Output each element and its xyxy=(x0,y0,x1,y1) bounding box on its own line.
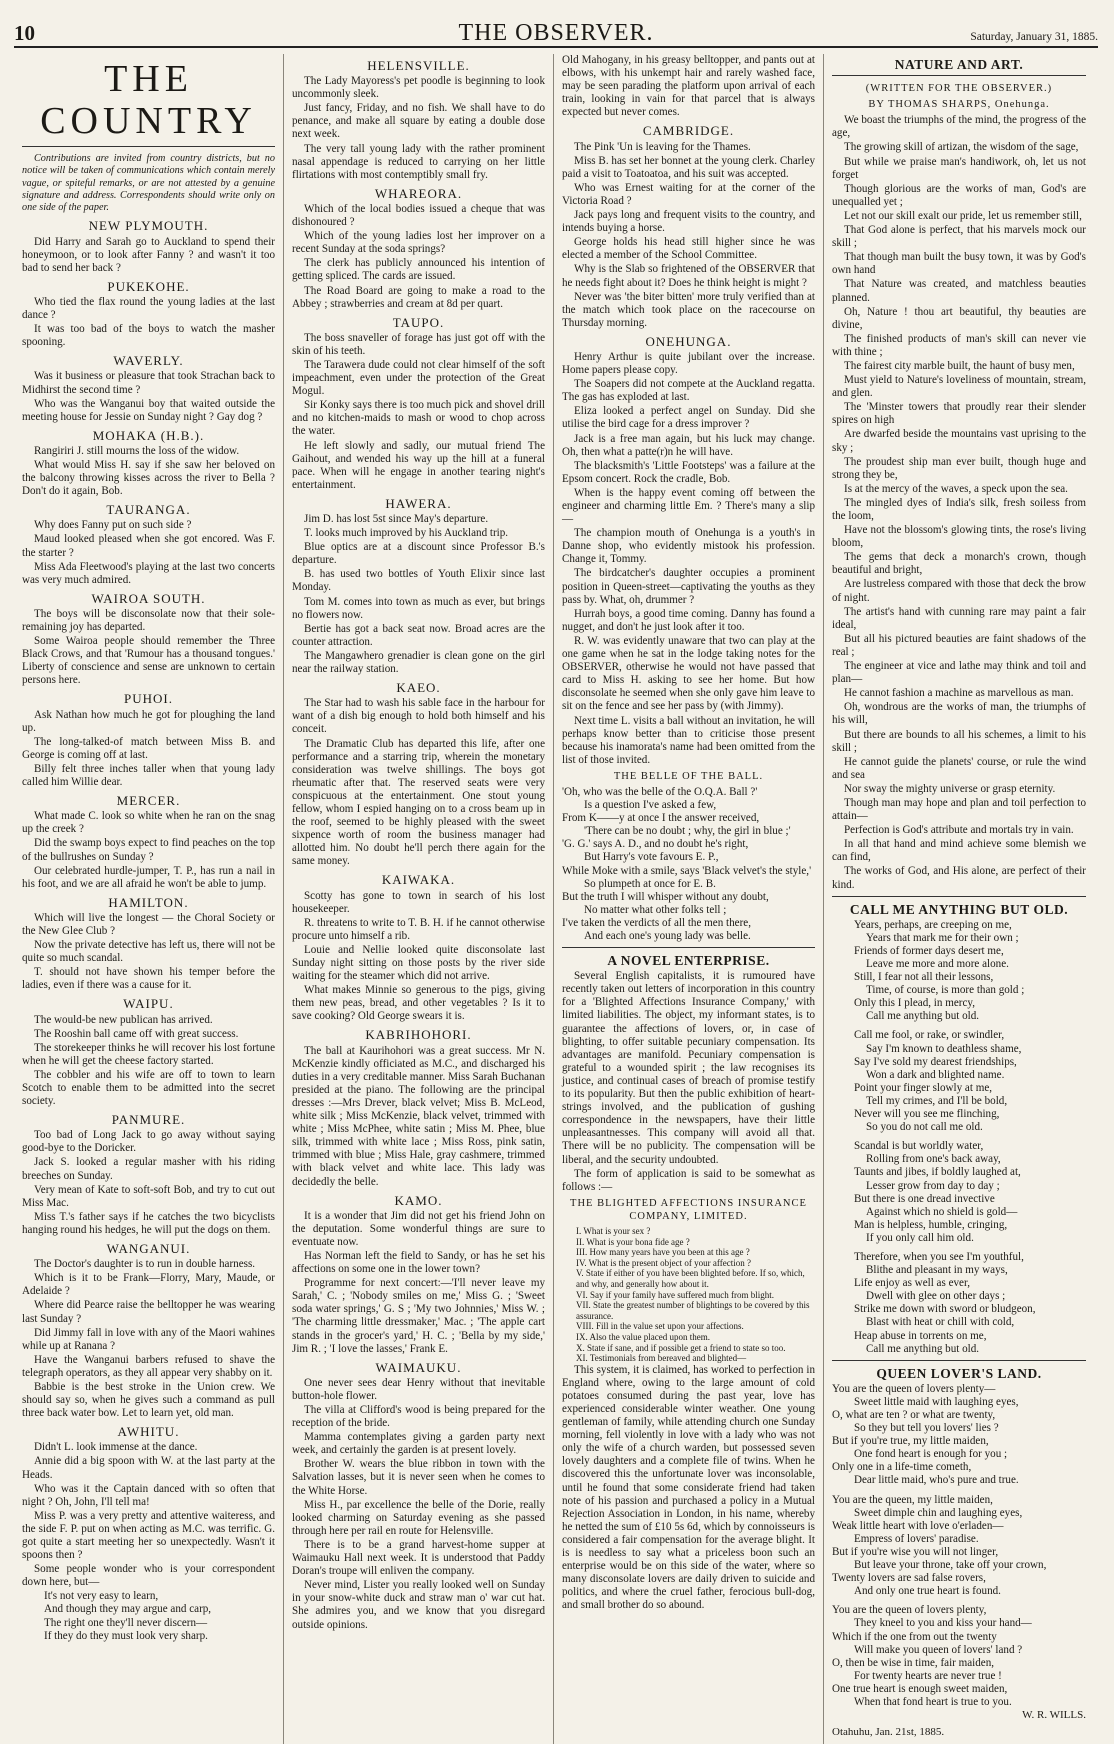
paragraph: Miss H., par excellence the belle of the Dorie, really looked charming on Saturday evening as she passed through here per rail en route for Helensville. xyxy=(292,1498,545,1537)
question-item: VI. Say if your family have suffered much from blight. xyxy=(576,1289,775,1300)
question-item: X. State if sane, and if possible get a friend to state so too. xyxy=(576,1342,786,1353)
verse-line: One fond heart is enough for you ; xyxy=(854,1448,1008,1461)
paragraph: The Soapers did not compete at the Auckland regatta. The gas has exploded at last. xyxy=(562,378,815,404)
paragraph: Rangiriri J. still mourns the loss of the widow. xyxy=(34,444,240,457)
paragraph: When is the happy event coming off between the engineer and charming little Em. ? There's many a slip— xyxy=(562,486,815,526)
verse-line: Though glorious are the works of man, God's are unequalled yet ; xyxy=(832,182,1086,208)
verse-line: No matter what other folks tell ; xyxy=(584,903,727,916)
question-item: I. What is your sex ? xyxy=(576,1225,651,1236)
verse-line: While Moke with a smile, says 'Black velvet's the style,' xyxy=(562,864,812,877)
form-title: THE BLIGHTED AFFECTIONS INSURANCE COMPANY, LIMITED. xyxy=(570,1197,807,1222)
intro-note: Contributions are invited from country districts, but no notice will be taken of communications which contain merely vague, or spiteful remarks, or are not attested by a genuine signature and address. Correspondents should write only on one side of the paper. xyxy=(22,153,275,214)
paragraph: The champion mouth of Onehunga is a youth's in Danne shop, who evidently mistook his profession. Change it, Tommy. xyxy=(562,527,815,566)
section-heading: NEW PLYMOUTH. xyxy=(88,218,209,234)
paragraph: Sir Konky says there is too much pick and shovel drill and no kitchen-maids to mash or wood to chop across the water. xyxy=(292,399,545,438)
verse-line: Only this I plead, in mercy, xyxy=(854,997,975,1010)
section-heading: HAMILTON. xyxy=(108,894,189,910)
verse-line: The finished products of man's skill can never vie with thine ; xyxy=(832,332,1086,358)
paragraph: The ball at Kaurihohori was a great success. Mr N. McKenzie kindly officiated as M.C., and discharged his duties in a very creditable manner. Miss Sarah Buchanan presided at the piano. The following are the principal dresses :—Mrs Drever, black velvet; Miss B. McLeod, white silk ; Miss McKenzie, black velvet, trimmed with white ; Miss McPhee, white satin ; Miss M. Phee, blue silk, trimmed with white lace ; Miss Ross, pink satin, trimmed with blue ; Miss Hale, gray cashmere, trimmed with black velvet and white lace. This lady was decidedly the belle. xyxy=(292,1044,545,1188)
paragraph: The Star had to wash his sable face in the harbour for want of a dish big enough to hold both himself and his conceit. xyxy=(292,697,545,736)
verse-line: Say I've sold my dearest friendships, xyxy=(854,1055,1017,1068)
verse-line: That though man built the busy town, it was by God's own hand xyxy=(832,251,1086,277)
paragraph: Which is it to be Frank—Florry, Mary, Maude, or Adelaide ? xyxy=(22,1272,275,1298)
poem-title: NATURE AND ART. xyxy=(894,57,1024,72)
verse-line: Rolling from one's back away, xyxy=(866,1153,1001,1166)
verse-line: The engineer at vice and lathe may think and toil and plan— xyxy=(832,660,1086,686)
paragraph: The birdcatcher's daughter occupies a prominent position in Queen-street—captivating the youths as they pass by. What, oh, drummer ? xyxy=(562,567,815,606)
verse-line: The growing skill of artizan, the wisdom of the sage, xyxy=(844,141,1079,154)
verse-line: They kneel to you and kiss your hand— xyxy=(854,1617,1032,1630)
section-heading: KABRIHOHORI. xyxy=(365,1027,472,1043)
paragraph: It is a wonder that Jim did not get his friend John on the deputation. Some wonderful things are sure to eventuate now. xyxy=(292,1209,545,1248)
verse-line: And though they may argue and carp, xyxy=(44,1603,212,1616)
paragraph: The Mangawhero grenadier is clean gone on the girl near the railway station. xyxy=(292,649,545,676)
paragraph: Mamma contemplates giving a garden party next week, and certainly the garden is at present lovely. xyxy=(292,1431,545,1457)
verse-line: Call me anything but old. xyxy=(866,1342,980,1355)
section-heading: TAURANGA. xyxy=(106,502,191,518)
paragraph: The Tarawera dude could not clear himself of the soft impeachment, even under the protection of the Great Mogul. xyxy=(292,358,545,398)
verse-line: Call me anything but old. xyxy=(866,1010,980,1023)
verse-line: From K——y at once I the answer received, xyxy=(562,812,760,825)
verse-line: 'G. G.' says A. D., and no doubt he's right, xyxy=(562,838,749,851)
column-1 xyxy=(14,54,284,1744)
poem-title: CALL ME ANYTHING BUT OLD. xyxy=(849,901,1069,917)
verse-line: That God alone is perfect, that his marvels mock our skill ; xyxy=(832,224,1086,250)
paragraph: Who was it the Captain danced with so often that night ? Oh, John, I'll tell ma! xyxy=(22,1482,275,1508)
verse-line: That Nature was created, and matchless beauties planned. xyxy=(832,278,1086,304)
verse-line: But if you're true, my little maiden, xyxy=(832,1435,989,1448)
paragraph: Louie and Nellie looked quite disconsolate last Sunday night sitting on those posts by the river side waiting for the steamer which did not arrive. xyxy=(292,943,545,983)
paragraph: Now the private detective has left us, there will not be quite so much scandal. xyxy=(22,939,275,965)
verse-line: Is at the mercy of the waves, a speck upon the sea. xyxy=(844,482,1068,495)
column-3 xyxy=(554,54,824,1744)
poem-title: QUEEN LOVER'S LAND. xyxy=(876,1365,1042,1381)
section-heading: WANGANUI. xyxy=(106,1241,191,1257)
paragraph: Programme for next concert:—'I'll never leave my Sarah,' C. ; 'Nobody smiles on me,' Miss G. ; 'Sweet soda water springs,' G. S ; 'My two Johnnies,' Miss W. ; 'The charming little dressmaker,' Mac. ; 'The apple cart stands in the grocer's yard,' H. C. ; 'Bella by my side,' Jim R. ; 'I love the lasses,' Frank E. xyxy=(292,1277,545,1355)
verse-line: Strike me down with sword or bludgeon, xyxy=(854,1303,1036,1316)
article-heading: A NOVEL ENTERPRISE. xyxy=(607,953,770,969)
paragraph: The Dramatic Club has departed this life, after one performance and a starring trip, wherein the monetary consideration was twelve shillings. The boys got rheumatic after that. The reserved seats were very conspicuous at the entertainment. One stout young fellow, whom I espied hanging on to a cross beam up in the roof, seemed to be highly pleased with the sweet sixpence worth of room the business manager had allotted him. No doubt he'll perch there again for the same money. xyxy=(292,737,545,868)
paragraph: Annie did a big spoon with W. at the last party at the Heads. xyxy=(22,1455,275,1481)
paragraph: Blue optics are at a discount since Professor B.'s departure. xyxy=(292,541,545,567)
paragraph: The Lady Mayoress's pet poodle is beginning to look uncommonly sleek. xyxy=(292,75,545,101)
paragraph: Ask Nathan how much he got for ploughing the land up. xyxy=(22,708,275,734)
verse-line: Must yield to Nature's loveliness of mountain, stream, and glen. xyxy=(832,374,1086,400)
verse xyxy=(22,1590,275,1642)
question-item: IX. Also the value placed upon them. xyxy=(576,1331,710,1342)
verse-line: Are lustreless compared with those that deck the brow of night. xyxy=(832,578,1086,604)
verse-line: Twenty lovers are sad false rovers, xyxy=(832,1572,986,1585)
verse-line: Never will you see me flinching, xyxy=(854,1108,1000,1121)
verse-line: But Harry's vote favours E. P., xyxy=(584,851,719,864)
divider xyxy=(562,947,815,948)
verse-line: The 'Minster towers that proudly rear their slender spires on high xyxy=(832,401,1086,427)
paragraph: The Road Board are going to make a road to the Abbey ; strawberries and cream at 8d per quart. xyxy=(292,284,545,310)
verse-line: You are the queen of lovers plenty— xyxy=(832,1382,996,1395)
section-heading: HELENSVILLE. xyxy=(367,58,470,73)
verse-line: Sweet little maid with laughing eyes, xyxy=(854,1395,1019,1408)
verse-line: Are dwarfed beside the mountains vast uprising to the sky ; xyxy=(832,428,1086,454)
verse-line: Perfection is God's attribute and mortals try in vain. xyxy=(844,824,1074,837)
section-heading: WAIMAUKU. xyxy=(375,1359,462,1375)
paragraph: Jack is a free man again, but his luck may change. Oh, then what a patte(r)n he will have. xyxy=(562,432,815,458)
verse-line: Weak little heart with love o'erladen— xyxy=(832,1519,1004,1532)
paragraph: Which of the local bodies issued a cheque that was dishonoured ? xyxy=(292,202,545,229)
section-heading: MOHAKA (H.B.). xyxy=(92,427,205,443)
verse-line: You are the queen, my little maiden, xyxy=(832,1493,993,1506)
paragraph: Scotty has gone to town in search of his lost housekeeper. xyxy=(292,889,545,915)
poem-nature-and-art xyxy=(832,114,1086,891)
verse-line: The proudest ship man ever built, though huge and strong they be, xyxy=(832,455,1086,481)
paragraph: Who was Ernest waiting for at the corner of the Victoria Road ? xyxy=(562,181,815,207)
poem-queen-lovers-land xyxy=(832,1383,1086,1709)
verse-line: We boast the triumphs of the mind, the progress of the age, xyxy=(832,114,1086,140)
verse-line: Call me fool, or rake, or swindler, xyxy=(854,1029,1005,1042)
verse-line: And only one true heart is found. xyxy=(854,1585,1001,1598)
section-heading: PUHOI. xyxy=(124,691,173,707)
paragraph: Bertie has got a back seat now. Broad acres are the counter attraction. xyxy=(292,622,545,648)
paragraph: Did the swamp boys expect to find peaches on the top of the bullrushes on Sunday ? xyxy=(22,837,275,863)
verse-line: Oh, Nature ! thou art beautiful, thy beauties are divine, xyxy=(832,305,1086,331)
verse-line: Dear little maid, who's pure and true. xyxy=(854,1474,1019,1487)
paragraph: The very tall young lady with the rather prominent nasal appendage is reduced to carrying on her little flirtations with most contemptibly small fry. xyxy=(292,142,545,181)
paragraph: Did Harry and Sarah go to Auckland to spend their honeymoon, or to look after Fanny ? and wasn't it too bad to send her back ? xyxy=(22,235,275,274)
paragraph: Some Wairoa people should remember the Three Black Crows, and that 'Rumour has a thousand tongues.' Liberty of conscience and sense are unknown to certain persons here. xyxy=(22,635,275,687)
verse-line: Against which no shield is gold— xyxy=(866,1205,1018,1218)
page-number: 10 xyxy=(14,21,35,45)
verse-line: Let not our skill exalt our pride, let us remember still, xyxy=(844,209,1082,222)
verse-line: Years that mark me for their own ; xyxy=(866,931,1019,944)
section-heading: MERCER. xyxy=(116,793,181,809)
paragraph: The cobbler and his wife are off to town to learn Scotch to enable them to be admitted into the secret society. xyxy=(22,1068,275,1108)
paragraph: Just fancy, Friday, and no fish. We shall have to do penance, and make all square by eating a double dose next week. xyxy=(292,102,545,141)
verse-line: Years, perhaps, are creeping on me, xyxy=(854,918,1012,931)
verse-line: If you only call him old. xyxy=(866,1231,974,1244)
section-heading: TAUPO. xyxy=(392,314,445,330)
verse-line: Heap abuse in torrents on me, xyxy=(854,1329,987,1342)
verse-line: Still, I fear not all their lessons, xyxy=(854,971,994,984)
verse-line: But while we praise man's handiwork, oh, let us not forget xyxy=(832,155,1086,181)
divider xyxy=(22,146,275,147)
verse-line: So you do not call me old. xyxy=(866,1121,983,1134)
poem-author: BY THOMAS SHARPS, Onehunga. xyxy=(868,99,1050,111)
verse-line: The fairest city marble built, the haunt of busy men, xyxy=(844,359,1075,372)
verse-line: But if you're wise you will not linger, xyxy=(832,1545,999,1558)
paragraph: The clerk has publicly announced his intention of getting spliced. The cards are issued. xyxy=(292,257,545,283)
verse-line: But there is one dread invective xyxy=(854,1192,995,1205)
verse-line: I've taken the verdicts of all the men there, xyxy=(562,916,751,929)
columns xyxy=(14,54,1098,1744)
verse-line: Blast with heat or chill with cold, xyxy=(866,1316,1015,1329)
paragraph: Never was 'the biter bitten' more truly verified than at the match which took place on the racecourse on Thursday morning. xyxy=(562,290,815,329)
verse-line: Have not the blossom's glowing tints, the rose's living bloom, xyxy=(832,524,1086,550)
paragraph: Very mean of Kate to soft-soft Bob, and try to cut out Miss Mac. xyxy=(22,1183,275,1209)
paragraph: One never sees dear Henry without that inevitable button-hole flower. xyxy=(292,1376,545,1402)
section-heading: KAMO. xyxy=(394,1192,443,1208)
verse-line: But the truth I will whisper without any doubt, xyxy=(562,890,769,903)
paragraph: Miss T.'s father says if he catches the two bicyclists hanging round his hedges, he will put the dogs on them. xyxy=(22,1210,275,1236)
paragraph: George holds his head still higher since he was elected a member of the School Committee. xyxy=(562,236,815,262)
verse-line: So plumpeth at once for E. B. xyxy=(584,877,716,890)
paragraph: Jack S. looked a regular masher with his riding breeches on Sunday. xyxy=(22,1156,275,1182)
paragraph: Our celebrated hurdle-jumper, T. P., has run a nail in his foot, and we are all afraid he won't be able to jump. xyxy=(22,864,275,890)
paragraph: Who tied the flax round the young ladies at the last dance ? xyxy=(22,295,275,322)
verse-line: Taunts and jibes, if boldly laughed at, xyxy=(854,1166,1021,1179)
paragraph: Who was the Wanganui boy that waited outside the meeting house for Jessie on Sunday night ? Gay dog ? xyxy=(22,397,275,423)
paragraph: The long-talked-of match between Miss B. and George is coming off at last. xyxy=(22,735,275,761)
section-heading: WAVERLY. xyxy=(113,353,184,369)
paragraph: The blacksmith's 'Little Footsteps' was a failure at the Epsom concert. Rock the cradle, Bob. xyxy=(562,459,815,485)
question-item: III. How many years have you been at this age ? xyxy=(576,1247,750,1258)
verse-line: One true heart is enough sweet maiden, xyxy=(832,1682,1008,1695)
verse-line: 'There can be no doubt ; why, the girl in blue ;' xyxy=(584,825,791,838)
verse-line: O, what are ten ? or what are twenty, xyxy=(832,1409,996,1421)
paragraph: Which of the young ladies lost her improver on a recent Sunday at the soda springs? xyxy=(292,230,545,256)
section-heading: AWHITU. xyxy=(117,1424,180,1440)
poem-subtitle: (WRITTEN FOR THE OBSERVER.) xyxy=(865,83,1053,95)
paragraph: Was it business or pleasure that took Strachan back to Midhirst the second time ? xyxy=(22,370,275,396)
newspaper-title: THE OBSERVER. xyxy=(458,20,654,46)
verse-line: The artist's hand with cunning rare may paint a fair ideal, xyxy=(832,605,1086,631)
paragraph: The storekeeper thinks he will recover his lost fortune when he will get the cheese factory started. xyxy=(22,1041,275,1067)
paragraph: Did Jimmy fall in love with any of the Maori wahines while up at Ranana ? xyxy=(22,1326,275,1352)
poem-place-date: Otahuhu, Jan. 21st, 1885. xyxy=(832,1726,945,1739)
paragraph: The Pink 'Un is leaving for the Thames. xyxy=(574,140,751,153)
paragraph: Brother W. wears the blue ribbon in town with the Salvation lasses, but it is never seen when he comes to the White Horse. xyxy=(292,1458,545,1497)
section-heading: WAIROA SOUTH. xyxy=(91,590,206,606)
question-item: VIII. Fill in the value set upon your affections. xyxy=(576,1321,744,1332)
verse-line: Scandal is but worldly water, xyxy=(854,1140,984,1153)
paragraph: T. looks much improved by his Auckland trip. xyxy=(304,527,509,540)
paragraph: Old Mahogany, in his greasy belltopper, and pants out at elbows, with his unkempt hair and rarely washed face, may be seen parading the platform upon arrival of each train, looking in vain for that parcel that is always expected but never comes. xyxy=(562,54,815,119)
issue-date: Saturday, January 31, 1885. xyxy=(970,31,1098,43)
paragraph: It was too bad of the boys to watch the masher spooning. xyxy=(22,323,275,349)
divider xyxy=(832,75,1086,76)
paragraph: T. should not have shown his temper before the ladies, even if there was a cause for it. xyxy=(22,966,275,992)
poem-signature: W. R. WILLS. xyxy=(1022,1709,1086,1722)
verse-line: For twenty hearts are never true ! xyxy=(854,1669,1002,1682)
verse-line: O, then be wise in time, fair maiden, xyxy=(832,1656,995,1669)
masthead xyxy=(14,20,1098,48)
verse-line: Friends of former days desert me, xyxy=(854,944,1004,957)
paragraph: The villa at Clifford's wood is being prepared for the reception of the bride. xyxy=(292,1404,545,1430)
paragraph: Where did Pearce raise the belltopper he was wearing last Sunday ? xyxy=(22,1299,275,1325)
paragraph: Why is the Slab so frightened of the OBSERVER that he needs fight about it? Does he think height is might ? xyxy=(562,263,815,289)
question-item: XI. Testimonials from bereaved and blighted— xyxy=(576,1353,747,1364)
paragraph: Too bad of Long Jack to go away without saying good-bye to the Doricker. xyxy=(22,1129,275,1155)
section-title: THE COUNTRY xyxy=(40,58,257,142)
verse-line: Dwell with glee on other days ; xyxy=(866,1290,1006,1303)
verse-line: The gems that deck a monarch's crown, though beautiful and bright, xyxy=(832,551,1086,577)
section-heading: KAIWAKA. xyxy=(381,872,456,888)
column-2 xyxy=(284,54,554,1744)
paragraph: The Rooshin ball came off with great success. xyxy=(34,1027,239,1040)
section-heading: CAMBRIDGE. xyxy=(642,123,735,139)
paragraph: Jim D. has lost 5st since May's departure. xyxy=(304,513,489,525)
application-questions xyxy=(562,1226,815,1364)
paragraph: R. W. was evidently unaware that two can play at the one game when he sat in the lodge taking notes for the OBSERVER, otherwise he would not have passed that card to Miss H. asking to see her home. But how disconsolate he seemed when she only gave him leave to sit on the fence and see her pass by (with Jimmy). xyxy=(562,634,815,713)
section-heading: HAWERA. xyxy=(385,495,452,511)
paragraph: Billy felt three inches taller when that young lady called him Willie dear. xyxy=(22,762,275,789)
question-item: V. State if either of you have been blighted before. If so, which, and why, and generally how about it. xyxy=(576,1268,805,1289)
paragraph: Next time L. visits a ball without an invitation, he will perhaps know better than to criticise those present because his inamorata's name had been omitted from the list of those invited. xyxy=(562,714,815,766)
verse-line: Man is helpless, humble, cringing, xyxy=(854,1218,1008,1231)
verse-line: He cannot guide the planets' course, or rule the wind and sea xyxy=(832,755,1086,781)
verse-line: Won a dark and blighted name. xyxy=(866,1068,1005,1081)
section-heading: KAEO. xyxy=(396,680,441,696)
paragraph: Babbie is the best stroke in the Union crew. We should say so, when he gives such a command as pull three back water bow. Let to learn yet, old man. xyxy=(22,1380,275,1420)
paragraph: Why does Fanny put on such side ? xyxy=(34,519,192,532)
question-item: II. What is your bona fide age ? xyxy=(576,1236,690,1247)
paragraph: Hurrah boys, a good time coming. Danny has found a nugget, and don't he just look after it too. xyxy=(562,607,815,633)
paragraph: Miss P. was a very pretty and attentive waiteress, and the side F. P. put on when acting as M.C. was terrific. G. got quite a start meeting her so unexpectedly. Wasn't it spoons then ? xyxy=(22,1509,275,1562)
verse-line: But all his pictured beauties are faint shadows of the real ; xyxy=(832,632,1086,658)
paragraph: R. threatens to write to T. B. H. if he cannot otherwise procure unto himself a rib. xyxy=(292,916,545,942)
paragraph: Some people wonder who is your correspondent down here, but— xyxy=(22,1563,275,1589)
paragraph: Which will live the longest — the Choral Society or the New Glee Club ? xyxy=(22,911,275,937)
paragraph: This system, it is claimed, has worked to perfection in England where, owing to the large amount of cold potatoes consumed during the past year, love has experienced considerable winter weather. One young gentleman of family, while attending church one Sunday morning, fell violently in love with a lady who was not only the wife of a church warden, but possessed seven lovely daughters and a complete file of twins. When he discovered this the unfortunate lover was inconsolable, until he found that some considerate friend had taken note of his passion and purchased a policy in a Mutual Rejection Association in London, in his name, whereby he netted the sum of £10 5s 6d, which by connoisseurs is considered a fair compensation for the average blight. It is is needless to say what a priceless boon such an enterprise would be on this side of the water, where so many disconsolate lovers are daily driven to suicide and politics, and where the cruel father, ferocious bull-dog, and small brother do so abound. xyxy=(562,1363,815,1612)
paragraph: Tom M. comes into town as much as ever, but brings no flowers now. xyxy=(292,595,545,621)
paragraph: B. has used two bottles of Youth Elixir since last Monday. xyxy=(292,568,545,594)
verse-line: And each one's young lady was belle. xyxy=(584,930,751,942)
divider xyxy=(832,1360,1086,1361)
verse-line: Therefore, when you see I'm youthful, xyxy=(854,1250,1024,1263)
poem-title: THE BELLE OF THE BALL. xyxy=(613,770,764,782)
section-heading: PUKEKOHE. xyxy=(107,278,190,294)
column-4 xyxy=(824,54,1094,1744)
paragraph: The form of application is said to be somewhat as follows :— xyxy=(562,1167,815,1193)
paragraph: He left slowly and sadly, our mutual friend The Gaihout, and wended his way up the hill at a funeral pace. When will he engage in another tearing night's entertainment. xyxy=(292,439,545,491)
section-heading: PANMURE. xyxy=(111,1112,186,1128)
verse-line: The right one they'll never discern— xyxy=(44,1616,208,1629)
verse-line: Oh, wondrous are the works of man, the triumphs of his will, xyxy=(832,701,1086,727)
paragraph: The boys will be disconsolate now that their sole-remaining joy has departed. xyxy=(22,607,275,634)
paragraph: Jack pays long and frequent visits to the country, and intends buying a horse. xyxy=(562,209,815,235)
paragraph: Maud looked pleased when she got encored. Was F. the starter ? xyxy=(22,533,275,559)
paragraph: What would Miss H. say if she saw her beloved on the balcony throwing kisses across the river to Bella ? Don't do it again, Bob. xyxy=(22,458,275,498)
paragraph: Never mind, Lister you really looked well on Sunday in your snow-white duck and straw man o' war cut hat. She admires you, and we know that you disregard outside opinions. xyxy=(292,1579,545,1631)
verse-line: So they but tell you lovers' lies ? xyxy=(854,1422,999,1435)
paragraph: Eliza looked a perfect angel on Sunday. Did she utilise the bird cage for a dress improver ? xyxy=(562,405,815,431)
paragraph: There is to be a grand harvest-home supper at Waimauku Hall next week. It is understood that Paddy Doran's troupe will enliven the company. xyxy=(292,1538,545,1578)
section-heading: WHAREORA. xyxy=(374,185,463,201)
paragraph: The would-be new publican has arrived. xyxy=(34,1013,213,1026)
verse-line: When that fond heart is true to you. xyxy=(854,1695,1012,1708)
paragraph: Several English capitalists, it is rumoured have recently taken out letters of incorporation in this country for a 'Blighted Affections Insurance Company,' with limited liabilities. The object, my informant states, is to guarantee the affections of lovers, or, in case of blighting, to offer suitable pecuniary compensation. Its advantages are manifold. Pecuniary compensation is grateful to a wounded spirit ; the law recognises its justice, and continual cases of breach of promise testify to its popularity. But then the public exhibition of heart-strings involved, and the publication of gushing correspondence in the newspapers, have their little unpleasantnesses. This company will avoid all that. There will be no publicity. The compensation will be liberal, and the security undoubted. xyxy=(562,970,815,1166)
verse-line: Leave me more and more alone. xyxy=(866,958,1009,970)
verse-line: Time, of course, is more than gold ; xyxy=(866,984,1025,997)
paragraph: The boss snaveller of forage has just got off with the skin of his teeth. xyxy=(292,331,545,357)
poem-call-me-anything-but-old xyxy=(832,919,1086,1356)
paragraph: What made C. look so white when he ran on the snag up the creek ? xyxy=(22,810,275,836)
verse-line: Is a question I've asked a few, xyxy=(584,799,717,812)
paragraph: Has Norman left the field to Sandy, or has he set his affections on some one in the lower town? xyxy=(292,1249,545,1276)
verse-line: Blithe and pleasant in my ways, xyxy=(866,1264,1008,1277)
paragraph: Have the Wanganui barbers refused to shave the telegraph operators, as they all appear very shabby on it. xyxy=(22,1353,275,1379)
verse-line: Though man may hope and plan and toil perfection to attain— xyxy=(832,796,1086,823)
paragraph: What makes Minnie so generous to the pigs, giving them new peas, bread, and other vegetables ? Is it to save cooking? Old George swears it is. xyxy=(292,984,545,1023)
verse-line: Will make you queen of lovers' land ? xyxy=(854,1643,1023,1656)
poem-belle-of-the-ball xyxy=(562,786,815,943)
verse-line: But there are bounds to all his schemes, a limit to his skill ; xyxy=(832,728,1086,754)
verse-line: Only one in a life-time cometh, xyxy=(832,1461,972,1474)
verse-line: Which if the one from out the twenty xyxy=(832,1630,997,1643)
paragraph: Didn't L. look immense at the dance. xyxy=(34,1441,198,1454)
verse-line: It's not very easy to learn, xyxy=(44,1590,159,1603)
verse-line: Sweet dimple chin and laughing eyes, xyxy=(854,1506,1023,1519)
verse-line: In all that hand and mind achieve some blemish we can find, xyxy=(832,838,1086,864)
section-heading: ONEHUNGA. xyxy=(645,333,732,349)
verse-line: Lesser grow from day to day ; xyxy=(866,1179,1000,1192)
verse-line: The works of God, and His alone, are perfect of their kind. xyxy=(832,865,1086,891)
question-item: VII. State the greatest number of blightings to be covered by this assurance. xyxy=(576,1300,810,1321)
verse-line: He cannot fashion a machine as marvellous as man. xyxy=(844,687,1074,700)
verse-line: Say I'm known to deathless shame, xyxy=(866,1042,1022,1055)
verse-line: 'Oh, who was the belle of the O.Q.A. Ball ?' xyxy=(562,785,758,798)
verse-line: Nor sway the mighty universe or grasp eternity. xyxy=(844,782,1056,795)
paragraph: Henry Arthur is quite jubilant over the increase. Home papers please copy. xyxy=(562,350,815,377)
paragraph: Miss B. has set her bonnet at the young clerk. Charley paid a visit to Toatoatoa, and his suit was accepted. xyxy=(562,154,815,180)
verse-line: But leave your throne, take off your crown, xyxy=(854,1559,1047,1572)
verse-line: Point your finger slowly at me, xyxy=(854,1081,993,1094)
verse-line: Tell my crimes, and I'll be bold, xyxy=(866,1094,1008,1107)
paragraph: Miss Ada Fleetwood's playing at the last two concerts was very much admired. xyxy=(22,560,275,586)
verse-line: Life enjoy as well as ever, xyxy=(854,1277,970,1290)
question-item: IV. What is the present object of your affection ? xyxy=(576,1257,751,1268)
verse-line: Empress of lovers' paradise. xyxy=(854,1532,979,1545)
section-heading: WAIPU. xyxy=(123,996,174,1012)
verse-line: If they do they must look very sharp. xyxy=(44,1629,208,1642)
divider xyxy=(832,896,1086,897)
verse-line: You are the queen of lovers plenty, xyxy=(832,1604,987,1617)
verse-line: The mingled dyes of India's silk, fresh soiless from the loom, xyxy=(832,496,1086,522)
paragraph: The Doctor's daughter is to run in double harness. xyxy=(34,1258,256,1271)
